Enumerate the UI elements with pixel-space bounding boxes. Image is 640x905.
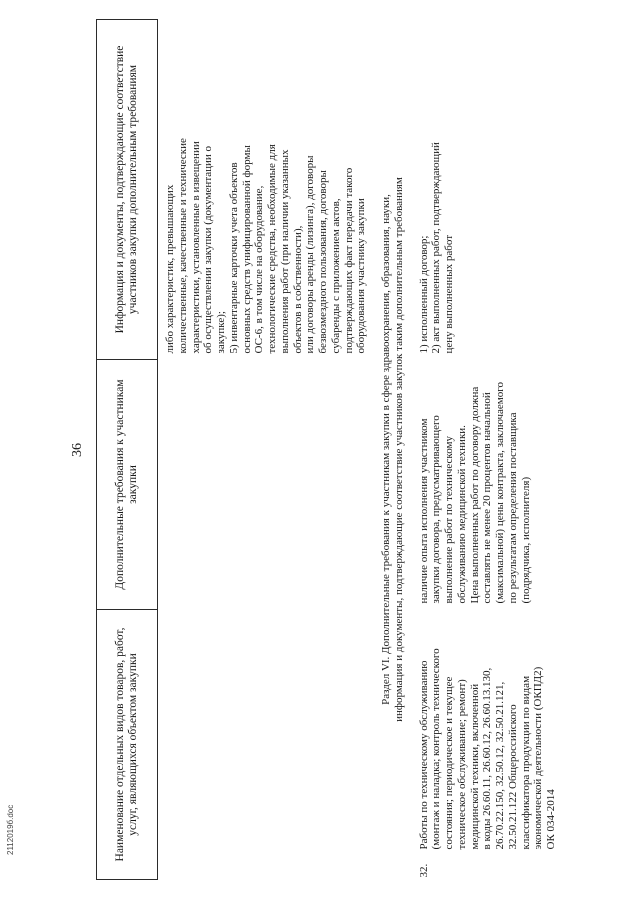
- text-line: выполнение работ по техническому: [443, 436, 455, 604]
- text-line: техническое обслуживание; ремонт): [455, 679, 468, 850]
- text-line: количественные, качественные и технические: [176, 138, 189, 354]
- text-line: 5) инвентарные карточки учета объектов: [227, 162, 240, 354]
- text-line: 32.50.21.122 Общероссийского: [506, 704, 519, 850]
- header-items: Наименование отдельных видов товаров, работ, услуг, являющихся объектом закупки: [97, 610, 158, 880]
- row32-requirements-cell: [412, 360, 564, 610]
- text-line: закупки договора, предусматривающего: [430, 415, 443, 604]
- text-line: 26.70.22.150, 32.50.12, 32.50.21.121,: [494, 681, 506, 850]
- text-line: экономической деятельности (ОКПД2): [532, 666, 545, 850]
- text-line: объектов в собственности),: [291, 225, 304, 354]
- table-row-32: [412, 20, 564, 880]
- text-line: безвозмездного пользования, договоры: [317, 170, 329, 354]
- continuation-documents-cell: [158, 20, 375, 360]
- text-line: подтверждающих факт передачи такого: [342, 167, 355, 354]
- text-line: либо характеристик, превышающих: [164, 184, 176, 354]
- table-header-row: [97, 20, 158, 880]
- text-line: (максимальной) цены контракта, заключаемого: [494, 382, 506, 604]
- text-line: оборудования участнику закупки: [355, 198, 368, 354]
- text-line: Работы по техническому обслуживанию: [417, 660, 430, 850]
- text-line: закупке);: [215, 311, 227, 354]
- text-line: основных средств унифицированной формы: [240, 145, 253, 354]
- text-line: технологические средства, необходимые для: [266, 144, 278, 354]
- text-line: состояния; периодическое и текущее: [443, 676, 455, 850]
- text-line: в коды 26.60.11, 26.60.12, 26.60.13.130,: [481, 667, 494, 850]
- text-line: классификатора продукции по видам: [519, 675, 532, 850]
- requirements-table: [96, 19, 564, 880]
- header-requirements: Дополнительные требования к участникам закупки: [97, 360, 158, 610]
- text-line: (монтаж и наладка; контроль технического: [430, 648, 443, 850]
- text-line: ОС-6, в том числе на оборудование,: [253, 185, 266, 354]
- table-row-continuation: [158, 20, 375, 880]
- header-documents: Информация и документы, подтверждающие соответствие участников закупки дополнительным требованиям: [97, 20, 158, 360]
- text-line: цену выполненных работ: [443, 234, 455, 354]
- section-title: [374, 20, 412, 880]
- rotated-document-page: [60, 20, 620, 880]
- text-line: обслуживанию медицинской техники.: [455, 425, 468, 604]
- text-line: характеристики, установленные в извещении: [189, 141, 202, 354]
- text-line: об осуществлении закупки (документации о: [202, 145, 215, 354]
- section-title-line: информация и документы, подтверждающие соответствие участников закупок таким дополнительным требованиям: [392, 177, 405, 722]
- text-line: составлять не менее 20 процентов начальной: [481, 392, 494, 604]
- text-line: или договоры аренды (лизинга), договоры: [304, 155, 317, 354]
- section-title-line: Раздел VI. Дополнительные требования к участникам закупки в сфере здравоохранения, образования, науки,: [380, 194, 392, 705]
- text-line: ОК 034-2014: [545, 789, 557, 850]
- text-line: (подрядчика, исполнителя): [519, 476, 532, 604]
- text-line: по результатам определения поставщика: [506, 412, 519, 604]
- text-line: наличие опыта исполнения участником: [417, 418, 430, 604]
- text-line: медицинской техники, включенной: [468, 683, 481, 850]
- row-number: 32.: [417, 863, 430, 878]
- section-title-row: [374, 20, 412, 880]
- row32-documents-cell: [412, 20, 564, 360]
- text-line: выполнения работ (при наличии указанных: [278, 149, 291, 354]
- text-line: субаренды с приложением актов,: [329, 198, 342, 354]
- text-line: 1) исполненный договор;: [417, 235, 430, 354]
- text-line: Цена выполненных работ по договору должна: [468, 386, 481, 604]
- document-code: 2112019б.doc: [6, 804, 15, 855]
- text-line: 2) акт выполненных работ, подтверждающий: [430, 142, 443, 354]
- row32-items-cell: [412, 610, 564, 880]
- page-number: 36: [70, 443, 85, 457]
